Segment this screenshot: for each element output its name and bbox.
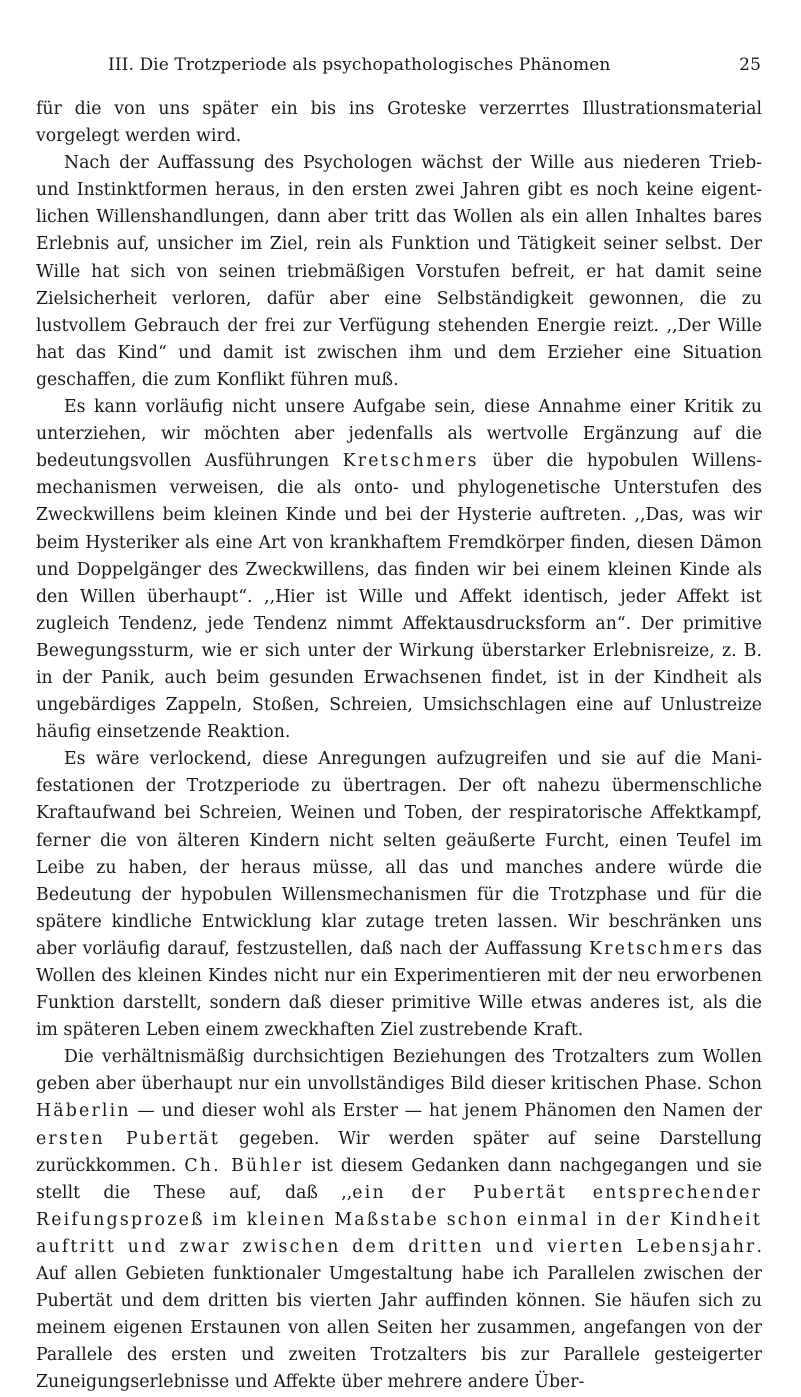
body-text — [36, 96, 762, 1397]
text-run: gegeben. Wir werden später auf seine Darstellung zurückkommen. — [36, 1128, 762, 1176]
chapter-title: III. Die Trotzperiode als psychopathologisches Phänomen — [108, 55, 611, 75]
paragraph — [36, 1044, 762, 1396]
paragraph — [36, 394, 762, 746]
text-run: Die verhältnismäßig durchsichtigen Beziehungen des Trotzalters zum Wollen geben aber überhaupt nur ein unvollständiges Bild dieser kritischen Phase. Schon — [36, 1047, 762, 1095]
text-run: ist diesem Gedanken dann nachgegangen und sie stellt die These auf, daß ,, — [36, 1155, 762, 1203]
spaced-emphasis: ein der Pubertät entsprechender Reifungsprozeß im kleinen Maßstabe schon einmal in der Kindheit auftritt und zwar zwischen dem dritten und vierten Lebensjahr — [36, 1182, 762, 1257]
page-number: 25 — [739, 55, 761, 75]
paragraph — [36, 746, 762, 1044]
text-run: das Wollen des kleinen Kindes nicht nur ein Experimentieren mit der neu erworbenen Funktion darstellt, sondern daß dieser primitive Wille etwas anderes ist, als die im späteren Leben einem zweckhaften Ziel zustrebende Kraft. — [36, 938, 763, 1041]
text-run: Es wäre verlockend, diese Anregungen aufzugreifen und sie auf die Manifestationen der Trotzperiode zu übertragen. Der oft nahezu übermenschliche Kraftaufwand bei Schreien, Weinen und Toben, der respiratorische Affektkampf, ferner die von älteren Kindern nicht selten geäußerte Furcht, einen Teufel im Leibe zu haben, der heraus müsse, all das und manches andere würde die Bedeutung der hypobulen Willensmechanismen für die Trotzphase und für die spätere kindliche Entwicklung klar zutage treten lassen. Wir beschränken uns aber vorläufig darauf, festzustellen, daß nach der Auffassung — [36, 749, 762, 959]
text-run: Es kann vorläufig nicht unsere Aufgabe sein, diese Annahme einer Kritik zu unterziehen, wir möchten aber jedenfalls als wertvolle Ergänzung auf die bedeutungsvollen Ausführungen — [36, 397, 762, 472]
spaced-emphasis: Kretschmers — [342, 451, 479, 472]
spaced-emphasis: Kretschmers — [589, 938, 725, 959]
running-head — [108, 52, 761, 78]
text-run: Nach der Auffassung des Psychologen wächst der Wille aus niederen Trieb- und Instinktformen heraus, in den ersten zwei Jahren gibt es noch keine eigentlichen Willenshandlungen, dann aber tritt das Wollen als ein allen Inhaltes bares Erlebnis auf, unsicher im Ziel, rein als Funktion und Tätigkeit seiner selbst. Der Wille hat sich von seinen triebmäßigen Vorstufen befreit, er hat damit seine Zielsicherheit verloren, dafür aber eine Selbständigkeit gewonnen, die zu lustvollem Gebrauch der frei zur Verfügung stehenden Energie reizt. ,,Der Wille hat das Kind“ und damit ist zwischen ihm und dem Erzieher eine Situation geschaffen, die zum Konflikt führen muß. — [36, 153, 762, 390]
spaced-emphasis: Häberlin — [36, 1101, 131, 1122]
spaced-emphasis: ersten Pubertät — [36, 1128, 221, 1149]
text-run: über die hypobulen Willensmechanismen verweisen, die als onto- und phylogenetische Unterstufen des Zweckwillens beim kleinen Kinde und bei der Hysterie auftreten. ,,Das, was wir beim Hysteriker als eine Art von krankhaftem Fremdkörper finden, diesen Dämon und Doppelgänger des Zweckwillens, das finden wir bei einem kleinen Kinde als den Willen überhaupt“. ,,Hier ist Wille und Affekt identisch, jeder Affekt ist zugleich Tendenz, jede Tendenz nimmt Affektausdrucksform an“. Der primitive Bewegungssturm, wie er sich unter der Wirkung überstarker Erlebnisreize, z. B. in der Panik, auch beim gesunden Erwachsenen findet, ist in der Kindheit als ungebärdiges Zappeln, Stoßen, Schreien, Umsichschlagen eine auf Unlustreize häufig einsetzende Reaktion. — [36, 451, 763, 743]
paragraph — [36, 96, 762, 150]
text-run: — und dieser wohl als Erster — hat jenem Phänomen den Namen der — [130, 1101, 762, 1122]
text-run: . Auf allen Gebieten funktionaler Umgestaltung habe ich Parallelen zwischen der Pubertät und dem dritten bis vierten Jahr auffinden können. Sie häufen sich zu meinem eigenen Erstaunen von allen Seiten her zusammen, angefangen von der Parallele des ersten und zweiten Trotzalters bis zur Parallele gesteigerter Zuneigungserlebnisse und Affekte über mehrere andere Über- — [36, 1236, 762, 1393]
paragraph — [36, 150, 762, 394]
spaced-emphasis: Ch. Bühler — [184, 1155, 304, 1176]
text-run: für die von uns später ein bis ins Groteske verzerrtes Illustrationsmaterial vorgelegt werden wird. — [36, 99, 762, 147]
